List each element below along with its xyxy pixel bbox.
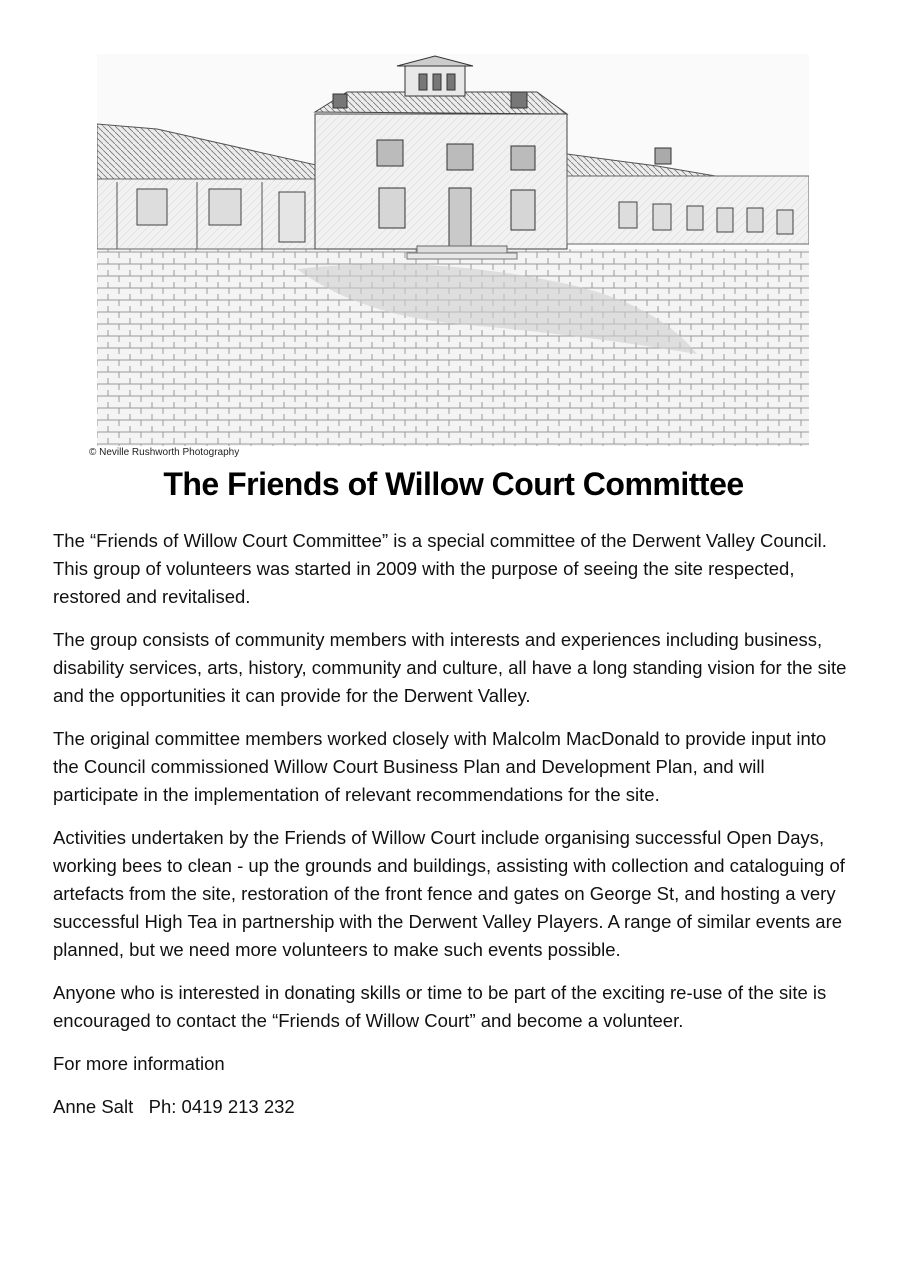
page-title: The Friends of Willow Court Committee	[163, 466, 744, 502]
paragraph-intro: The “Friends of Willow Court Committee” is a special committee of the Derwent Valley Council. This group of volunteers was started in 2009 with the purpose of seeing the site respected, restored and revitalised.	[53, 530, 827, 607]
paragraph-activities: Activities undertaken by the Friends of Willow Court include organising successful Open Days, working bees to clean - up the grounds and buildings, assisting with collection and cataloguing of artefacts from the site, restoration of the front fence and gates on George St, and hosting a very successful High Tea in partnership with the Derwent Valley Players. A range of similar events are planned, but we need more volunteers to make such events possible.	[53, 827, 845, 960]
paragraph-volunteer-call: Anyone who is interested in donating skills or time to be part of the exciting re-use of the site is encouraged to contact the “Friends of Willow Court” and become a volunteer.	[53, 982, 827, 1031]
willow-court-building-illustration	[97, 54, 809, 446]
building-sketch-photo	[97, 54, 809, 446]
paragraph-history: The original committee members worked closely with Malcolm MacDonald to provide input into the Council commissioned Willow Court Business Plan and Development Plan, and will participate in the implementation of relevant recommendations for the site.	[53, 728, 827, 805]
contact-line: Anne Salt Ph: 0419 213 232	[53, 1096, 295, 1117]
article-body	[53, 527, 853, 1136]
more-info-label: For more information	[53, 1053, 225, 1074]
photo-credit: © Neville Rushworth Photography	[89, 447, 240, 458]
paragraph-membership: The group consists of community members with interests and experiences including business, disability services, arts, history, community and culture, all have a long standing vision for the site and the opportunities it can provide for the Derwent Valley.	[53, 629, 847, 706]
